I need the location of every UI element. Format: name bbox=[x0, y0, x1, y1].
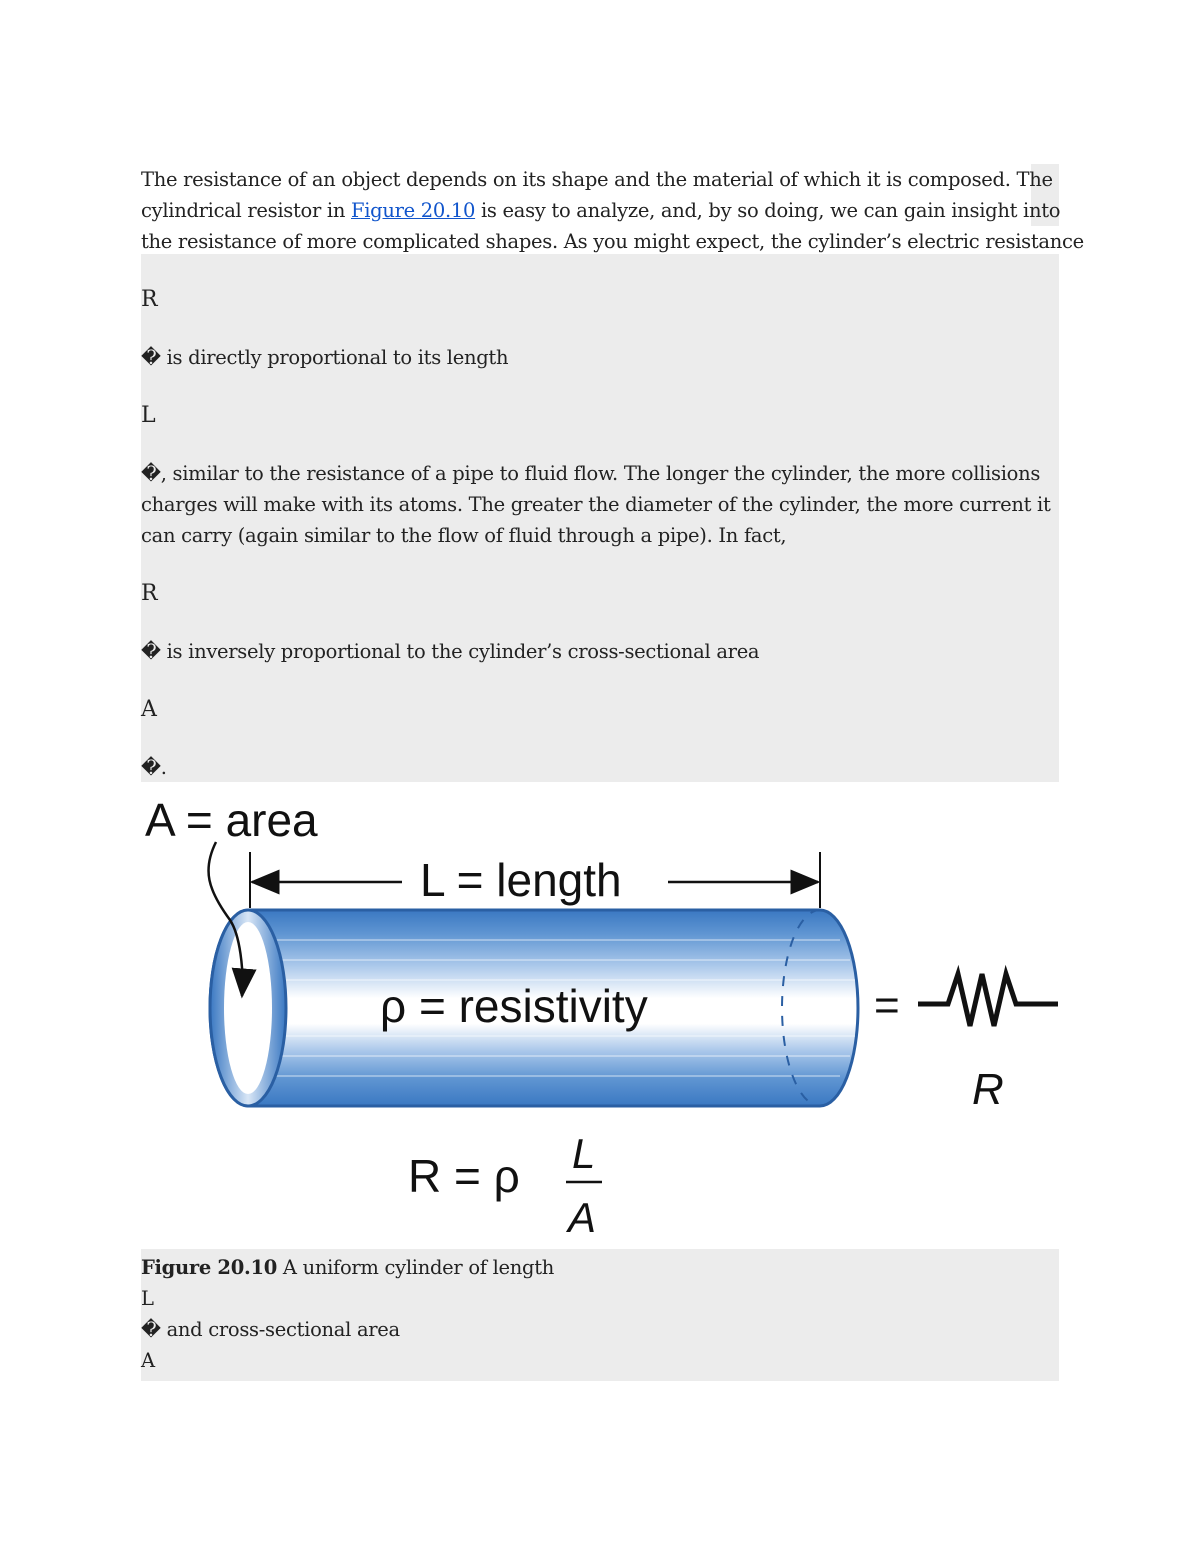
area-label: A = area bbox=[145, 794, 318, 846]
math-symbol-r: R bbox=[141, 581, 158, 606]
formula-denominator: A bbox=[568, 1194, 597, 1241]
caption-symbol-l: L bbox=[141, 1287, 154, 1310]
formula-numerator: L bbox=[572, 1130, 596, 1177]
paragraph-line: The resistance of an object depends on its shape and the material of which it is composed. The bbox=[141, 168, 1053, 191]
formula-lhs: R = ρ bbox=[408, 1150, 520, 1202]
paragraph-line: � is directly proportional to its length bbox=[141, 346, 509, 369]
caption-text: A uniform cylinder of length bbox=[277, 1256, 554, 1279]
paragraph-line: charges will make with its atoms. The greater the diameter of the cylinder, the more current it bbox=[141, 493, 1051, 516]
resistor-label: R bbox=[972, 1065, 1004, 1114]
math-symbol-l: L bbox=[141, 403, 156, 428]
caption-symbol-a: A bbox=[141, 1349, 155, 1372]
figure-link[interactable]: Figure 20.10 bbox=[351, 199, 476, 222]
length-label: L = length bbox=[420, 854, 622, 906]
paragraph-line: �, similar to the resistance of a pipe to fluid flow. The longer the cylinder, the more collisions bbox=[141, 462, 1041, 485]
paragraph-line: � is inversely proportional to the cylinder’s cross-sectional area bbox=[141, 640, 760, 663]
math-symbol-r: R bbox=[141, 287, 158, 312]
paragraph-text: is easy to analyze, and, by so doing, we can gain insight into bbox=[475, 199, 1061, 222]
resistor-figure bbox=[140, 790, 1065, 1249]
paragraph-line: can carry (again similar to the flow of fluid through a pipe). In fact, bbox=[141, 524, 787, 547]
resistor-symbol bbox=[918, 974, 1058, 1026]
caption-line: � and cross-sectional area bbox=[141, 1318, 400, 1341]
paragraph-text: cylindrical resistor in bbox=[141, 199, 351, 222]
paragraph-line: the resistance of more complicated shapes. As you might expect, the cylinder’s electric resistance bbox=[141, 230, 1084, 253]
resistivity-label: ρ = resistivity bbox=[380, 980, 648, 1032]
caption-figure-number: Figure 20.10 bbox=[141, 1256, 277, 1279]
cylinder-diagram bbox=[140, 790, 1065, 1245]
equals-sign: = bbox=[874, 981, 900, 1030]
figure-caption bbox=[141, 1252, 554, 1283]
paragraph-line bbox=[141, 195, 1060, 226]
paragraph-line: �. bbox=[141, 756, 167, 779]
math-symbol-a: A bbox=[141, 697, 157, 722]
